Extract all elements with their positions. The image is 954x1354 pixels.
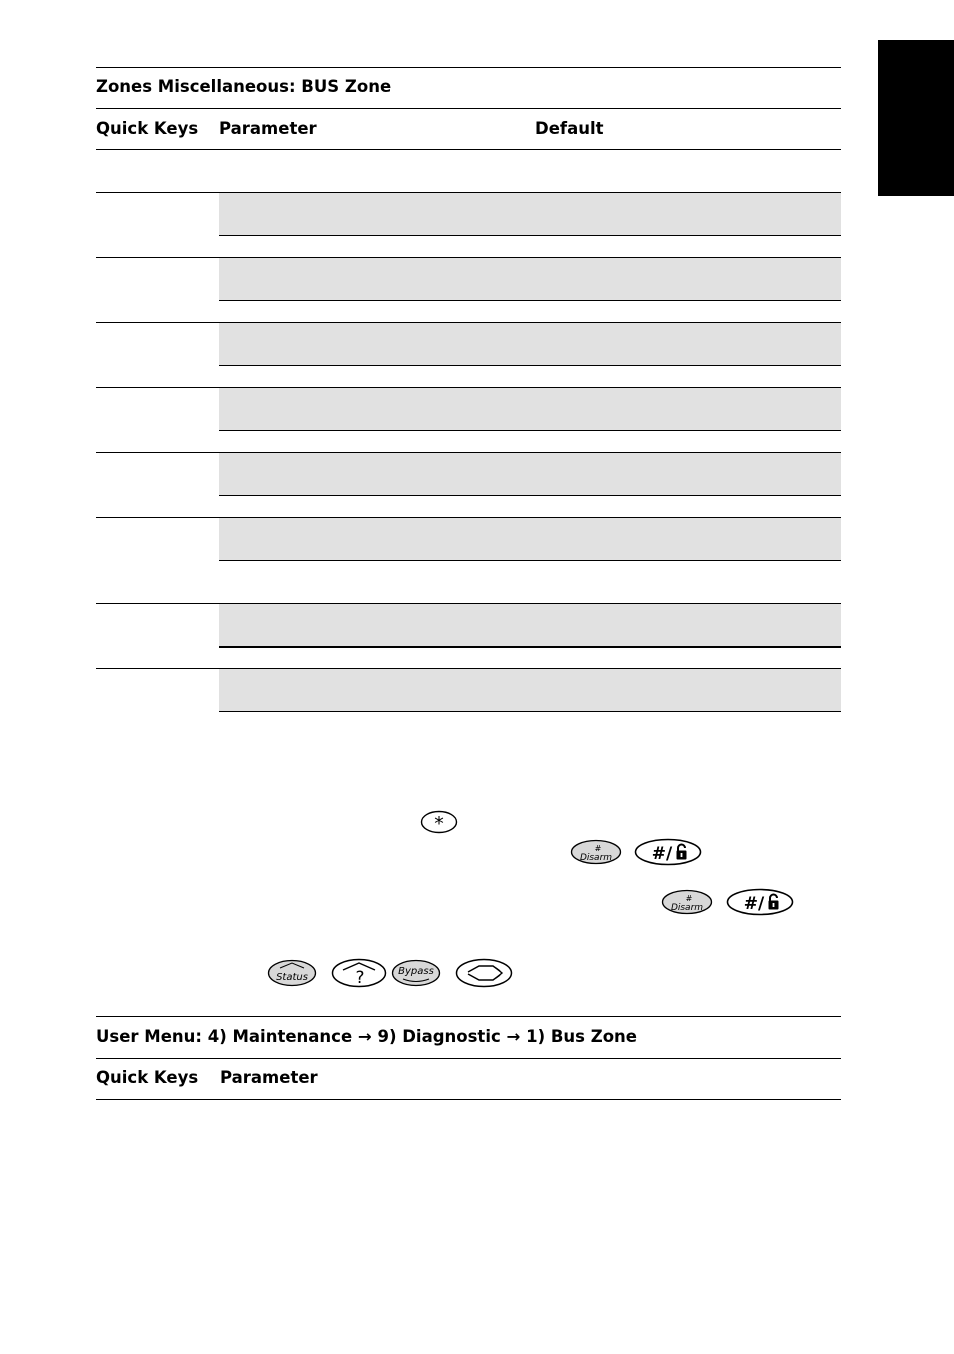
table-row-rule (219, 560, 841, 561)
svg-text:Disarm: Disarm (670, 903, 704, 913)
status-key-icon (267, 959, 317, 987)
table-row-shaded (219, 604, 841, 646)
title-part-diagnostic: 9) Diagnostic (377, 1027, 501, 1046)
svg-text:Status: Status (276, 972, 308, 983)
table1-top-rule (96, 67, 841, 68)
scroll-arrow-key-icon (455, 958, 513, 988)
table-row-rule (219, 495, 841, 496)
table-row-shaded (219, 518, 841, 560)
bypass-key-icon (391, 959, 441, 987)
table1-title: Zones Miscellaneous: BUS Zone (96, 77, 392, 96)
table-row-shaded (219, 258, 841, 300)
table-row-rule (219, 711, 841, 712)
table1-header-parameter: Parameter (219, 119, 317, 138)
table2-header-quick-keys: Quick Keys (96, 1068, 199, 1087)
table-row-shaded (219, 193, 841, 235)
table-row-rule (219, 365, 841, 366)
svg-text:#: # (685, 894, 693, 903)
table2-top-rule (96, 1016, 841, 1017)
table-row-rule (219, 300, 841, 301)
table-row-shaded (219, 453, 841, 495)
title-part-maintenance: User Menu: 4) Maintenance (96, 1027, 353, 1046)
table1-header-rule (96, 149, 841, 150)
arrow-icon: → (357, 1027, 372, 1046)
svg-text:*: * (434, 813, 444, 834)
table2-title-rule (96, 1058, 841, 1059)
svg-text:Disarm: Disarm (579, 853, 613, 863)
svg-text:#/: #/ (651, 844, 673, 864)
svg-text:Bypass: Bypass (398, 966, 434, 977)
table1-header-default: Default (535, 119, 604, 138)
table1-header-quick-keys: Quick Keys (96, 119, 199, 138)
table-row-rule (219, 430, 841, 431)
hash-unlock-key-icon (726, 888, 794, 916)
table2-title (96, 1027, 637, 1047)
table2-header-rule (96, 1099, 841, 1100)
disarm-key-icon (661, 889, 713, 915)
help-up-key-icon (331, 958, 387, 988)
section-tab-marker (878, 40, 954, 196)
svg-text:#: # (594, 844, 602, 853)
title-part-bus-zone: 1) Bus Zone (526, 1027, 637, 1046)
table-row-rule (219, 646, 841, 648)
arrow-icon: → (506, 1027, 521, 1046)
svg-text:?: ? (355, 968, 365, 988)
table-row-shaded (219, 323, 841, 365)
table2-header-parameter: Parameter (220, 1068, 318, 1087)
disarm-key-icon (570, 839, 622, 865)
table1-title-rule (96, 108, 841, 109)
hash-unlock-key-icon (634, 838, 702, 866)
table-row-shaded (219, 388, 841, 430)
svg-text:#/: #/ (743, 894, 765, 914)
table-row-rule (219, 235, 841, 236)
table-row-shaded (219, 669, 841, 711)
star-key-icon (420, 810, 458, 834)
